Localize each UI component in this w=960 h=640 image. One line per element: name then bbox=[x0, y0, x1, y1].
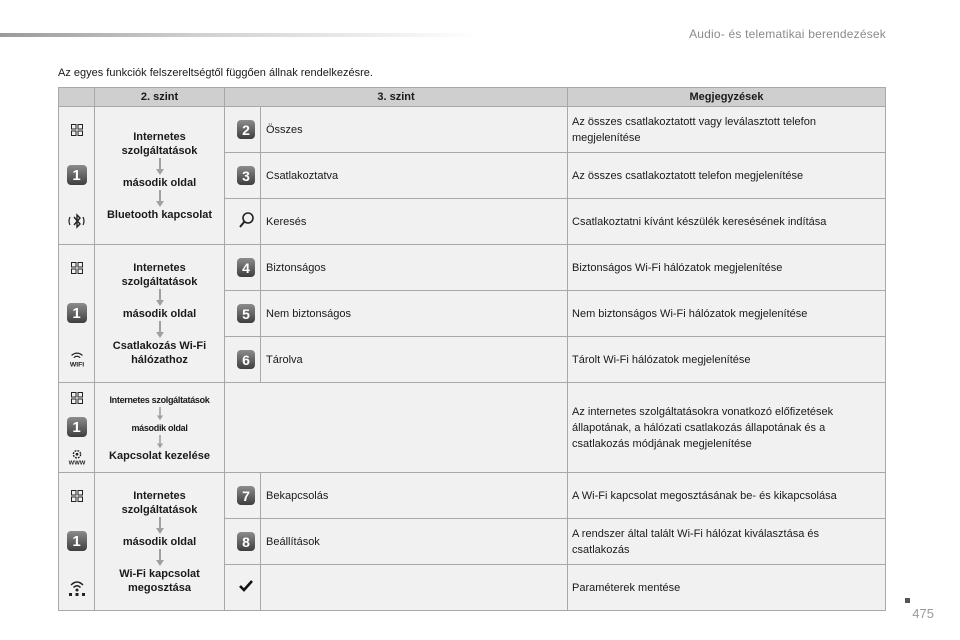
arrow-down-icon bbox=[155, 321, 165, 339]
note-text: Az összes csatlakoztatott telefon megjelenítése bbox=[568, 153, 886, 199]
flow-step-3: Kapcsolat kezelése bbox=[109, 449, 210, 462]
level3-label: Beállítások bbox=[261, 519, 568, 565]
flow-step-1: Internetes szolgáltatások bbox=[109, 394, 210, 405]
grid-icon bbox=[67, 258, 87, 278]
level1-badge: 1 bbox=[67, 303, 87, 323]
arrow-down-icon bbox=[155, 517, 165, 535]
svg-text:WWW: WWW bbox=[68, 460, 85, 467]
level3-badge-cell bbox=[225, 291, 261, 337]
empty-level3-cell bbox=[225, 383, 568, 473]
table-row bbox=[59, 383, 886, 473]
level3-label: Bekapcsolás bbox=[261, 473, 568, 519]
flow-step-1: Internetes szolgáltatások bbox=[121, 489, 198, 516]
flow-step-3: Csatlakozás Wi-Fi hálózathoz bbox=[112, 339, 207, 366]
level3-label: Keresés bbox=[261, 199, 568, 245]
level3-label: Biztonságos bbox=[261, 245, 568, 291]
page-number: 475 bbox=[912, 606, 934, 621]
level3-badge: 4 bbox=[237, 258, 255, 277]
arrow-down-icon bbox=[155, 407, 165, 421]
search-icon bbox=[238, 211, 260, 232]
check-icon bbox=[239, 580, 260, 595]
group3-icons bbox=[59, 383, 95, 473]
level3-badge-cell bbox=[225, 153, 261, 199]
level3-badge-cell bbox=[225, 565, 261, 611]
flow-step-3: Wi-Fi kapcsolat megosztása bbox=[119, 567, 200, 594]
group4-icons bbox=[59, 473, 95, 611]
note-text: Az internetes szolgáltatásokra vonatkozó előfizetések állapotának, a hálózati csatlakozás állapotának és a csatlakozás módjának megjelenítése bbox=[568, 383, 886, 473]
level3-label: Nem biztonságos bbox=[261, 291, 568, 337]
group2-icons bbox=[59, 245, 95, 383]
table-header-row bbox=[59, 88, 886, 107]
note-text: Tárolt Wi-Fi hálózatok megjelenítése bbox=[568, 337, 886, 383]
note-text: Biztonságos Wi-Fi hálózatok megjelenítése bbox=[568, 245, 886, 291]
chapter-title: Audio- és telematikai berendezések bbox=[689, 27, 886, 41]
level3-badge-cell bbox=[225, 107, 261, 153]
grid-icon bbox=[67, 120, 87, 140]
note-text: Csatlakoztatni kívánt készülék keresésének indítása bbox=[568, 199, 886, 245]
level3-badge: 7 bbox=[237, 486, 255, 505]
flow-step-2: második oldal bbox=[122, 176, 197, 189]
table-row bbox=[59, 473, 886, 519]
level1-badge: 1 bbox=[67, 165, 87, 185]
note-text: A rendszer által talált Wi-Fi hálózat kiválasztása és csatlakozás bbox=[568, 519, 886, 565]
level3-badge: 3 bbox=[237, 166, 255, 185]
note-text: A Wi-Fi kapcsolat megosztásának be- és kikapcsolása bbox=[568, 473, 886, 519]
flow-step-2: második oldal bbox=[122, 307, 197, 320]
table-row bbox=[59, 107, 886, 153]
note-text: Az összes csatlakoztatott vagy leválasztott telefon megjelenítése bbox=[568, 107, 886, 153]
flow-step-1: Internetes szolgáltatások bbox=[121, 130, 198, 157]
flow-step-2: második oldal bbox=[131, 422, 188, 433]
level3-badge: 8 bbox=[237, 532, 255, 551]
level3-label: Csatlakoztatva bbox=[261, 153, 568, 199]
level3-label: Összes bbox=[261, 107, 568, 153]
header-level3: 3. szint bbox=[225, 88, 568, 107]
page-marker bbox=[905, 598, 910, 603]
group2-flow bbox=[95, 245, 225, 383]
header-notes: Megjegyzések bbox=[568, 88, 886, 107]
www-gear-icon bbox=[67, 447, 87, 467]
level3-badge-cell bbox=[225, 519, 261, 565]
group4-flow bbox=[95, 473, 225, 611]
group3-flow bbox=[95, 383, 225, 473]
level1-badge: 1 bbox=[67, 531, 87, 551]
group1-flow bbox=[95, 107, 225, 245]
arrow-down-icon bbox=[155, 435, 165, 449]
level3-badge-cell bbox=[225, 337, 261, 383]
wifi-label-icon bbox=[67, 349, 87, 369]
arrow-down-icon bbox=[155, 158, 165, 176]
flow-step-2: második oldal bbox=[122, 535, 197, 548]
level3-badge-cell bbox=[225, 199, 261, 245]
flow-step-3: Bluetooth kapcsolat bbox=[106, 208, 213, 221]
grid-icon bbox=[67, 388, 87, 408]
header-gradient-bar bbox=[0, 33, 480, 37]
grid-icon bbox=[67, 486, 87, 506]
note-text: Nem biztonságos Wi-Fi hálózatok megjelenítése bbox=[568, 291, 886, 337]
level3-badge: 5 bbox=[237, 304, 255, 323]
table-row bbox=[59, 245, 886, 291]
header-level2: 2. szint bbox=[95, 88, 225, 107]
level3-badge: 2 bbox=[237, 120, 255, 139]
level3-badge-cell bbox=[225, 473, 261, 519]
menu-table bbox=[58, 87, 886, 611]
group1-icons bbox=[59, 107, 95, 245]
flow-step-1: Internetes szolgáltatások bbox=[121, 261, 198, 288]
arrow-down-icon bbox=[155, 289, 165, 307]
level3-badge-cell bbox=[225, 245, 261, 291]
level1-badge: 1 bbox=[67, 417, 87, 437]
arrow-down-icon bbox=[155, 190, 165, 208]
bluetooth-icon bbox=[67, 211, 87, 231]
arrow-down-icon bbox=[155, 549, 165, 567]
note-text: Paraméterek mentése bbox=[568, 565, 886, 611]
wifi-share-icon bbox=[67, 577, 87, 597]
intro-text: Az egyes funkciók felszereltségtől függően állnak rendelkezésre. bbox=[58, 67, 373, 79]
level3-badge: 6 bbox=[237, 350, 255, 369]
level3-label: Tárolva bbox=[261, 337, 568, 383]
level3-label bbox=[261, 565, 568, 611]
svg-text:WIFI: WIFI bbox=[69, 361, 84, 369]
